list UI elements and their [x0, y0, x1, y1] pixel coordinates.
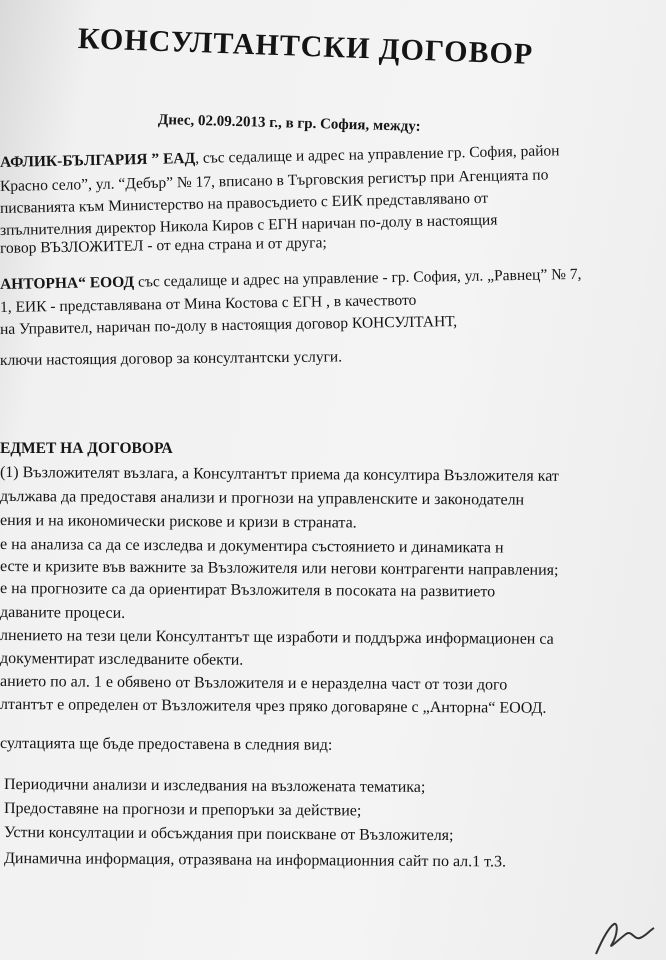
body-line-5: есте и кризите във важните за Възложителя или негови контрагенти направления;	[0, 558, 559, 579]
body-line-1: (1) Възложителят възлага, а Консултантът приема да консултира Възложителя кат	[0, 464, 559, 485]
body-line-8: лнението на тези цели Консултантът ще изработи и поддържа информационен са	[0, 627, 554, 648]
body-line-4: е на анализа са да се изследва и документира състоянието и динамиката н	[0, 536, 504, 557]
party1-line-4: зпълнителния директор Никола Киров с ЕГН наричан по-долу в настоящия	[0, 211, 498, 239]
party1-line-1: АФЛИК-БЪЛГАРИЯ ” ЕАД, със седалище и адрес на управление гр. София, район	[0, 142, 560, 171]
party1-line-2: Красно село”, ул. “Дебър” № 17, вписано в Търговския регистър при Агенцията по	[0, 166, 549, 195]
body-line-2: дължава да предоставя анализи и прогнози на управленските и законодателн	[0, 488, 525, 509]
body-line-9: документират изследваните обекти.	[0, 650, 244, 669]
party1-line-5: говор ВЪЗЛОЖИТЕЛ - от една страна и от друга;	[0, 234, 327, 257]
section-heading: ЕДМЕТ НА ДОГОВОРА	[0, 440, 173, 457]
date-line: Днес, 02.09.2013 г., в гр. София, между:	[157, 112, 421, 135]
body-line-6: е на прогнозите са да ориентират Възложителя в посоката на развитието	[0, 580, 496, 601]
document-title: КОНСУЛТАНТСКИ ДОГОВОР	[77, 22, 534, 71]
body-line-7: даваните процеси.	[0, 604, 126, 622]
body-line-3: ения и на икономически рискове и кризи в страната.	[0, 512, 357, 532]
body-line-11: лтантът е определен от Възложителя чрез пряко договаряне с „Анторна“ ЕООД.	[0, 696, 547, 717]
party2-line-2: 1, ЕИК - представлявана от Мина Костова с ЕГН , в качеството	[0, 291, 417, 316]
party1-line-3: писванията към Министерство на правосъдието с ЕИК представлявано от	[0, 189, 489, 217]
list-item-2: Предоставяне на прогнози и препоръки за действие;	[3, 800, 362, 820]
party2-line-1: АНТОРНА“ ЕООД със седалище и адрес на управление - гр. София, ул. „Равнец” № 7,	[0, 265, 582, 293]
list-item-1: Периодични анализи и изследвания на възложената тематика;	[3, 776, 426, 796]
party2-line-3: на Управител, наричан по-долу в настоящия договор КОНСУЛТАНТ,	[0, 313, 458, 338]
list-item-4: Динамична информация, отразявана на информационния сайт по ал.1 т.3.	[3, 850, 507, 871]
list-intro: султацията ще бъде предоставена в следния вид:	[0, 735, 333, 754]
signature-mark	[588, 910, 658, 960]
concluded-line: ключи настоящия договор за консултантски услуги.	[0, 348, 343, 369]
body-line-10: анието по ал. 1 е обявено от Възложителя и е неразделна част от този дого	[0, 673, 508, 694]
list-item-3: Устни консултации и обсъждания при поискване от Възложителя;	[3, 824, 454, 845]
